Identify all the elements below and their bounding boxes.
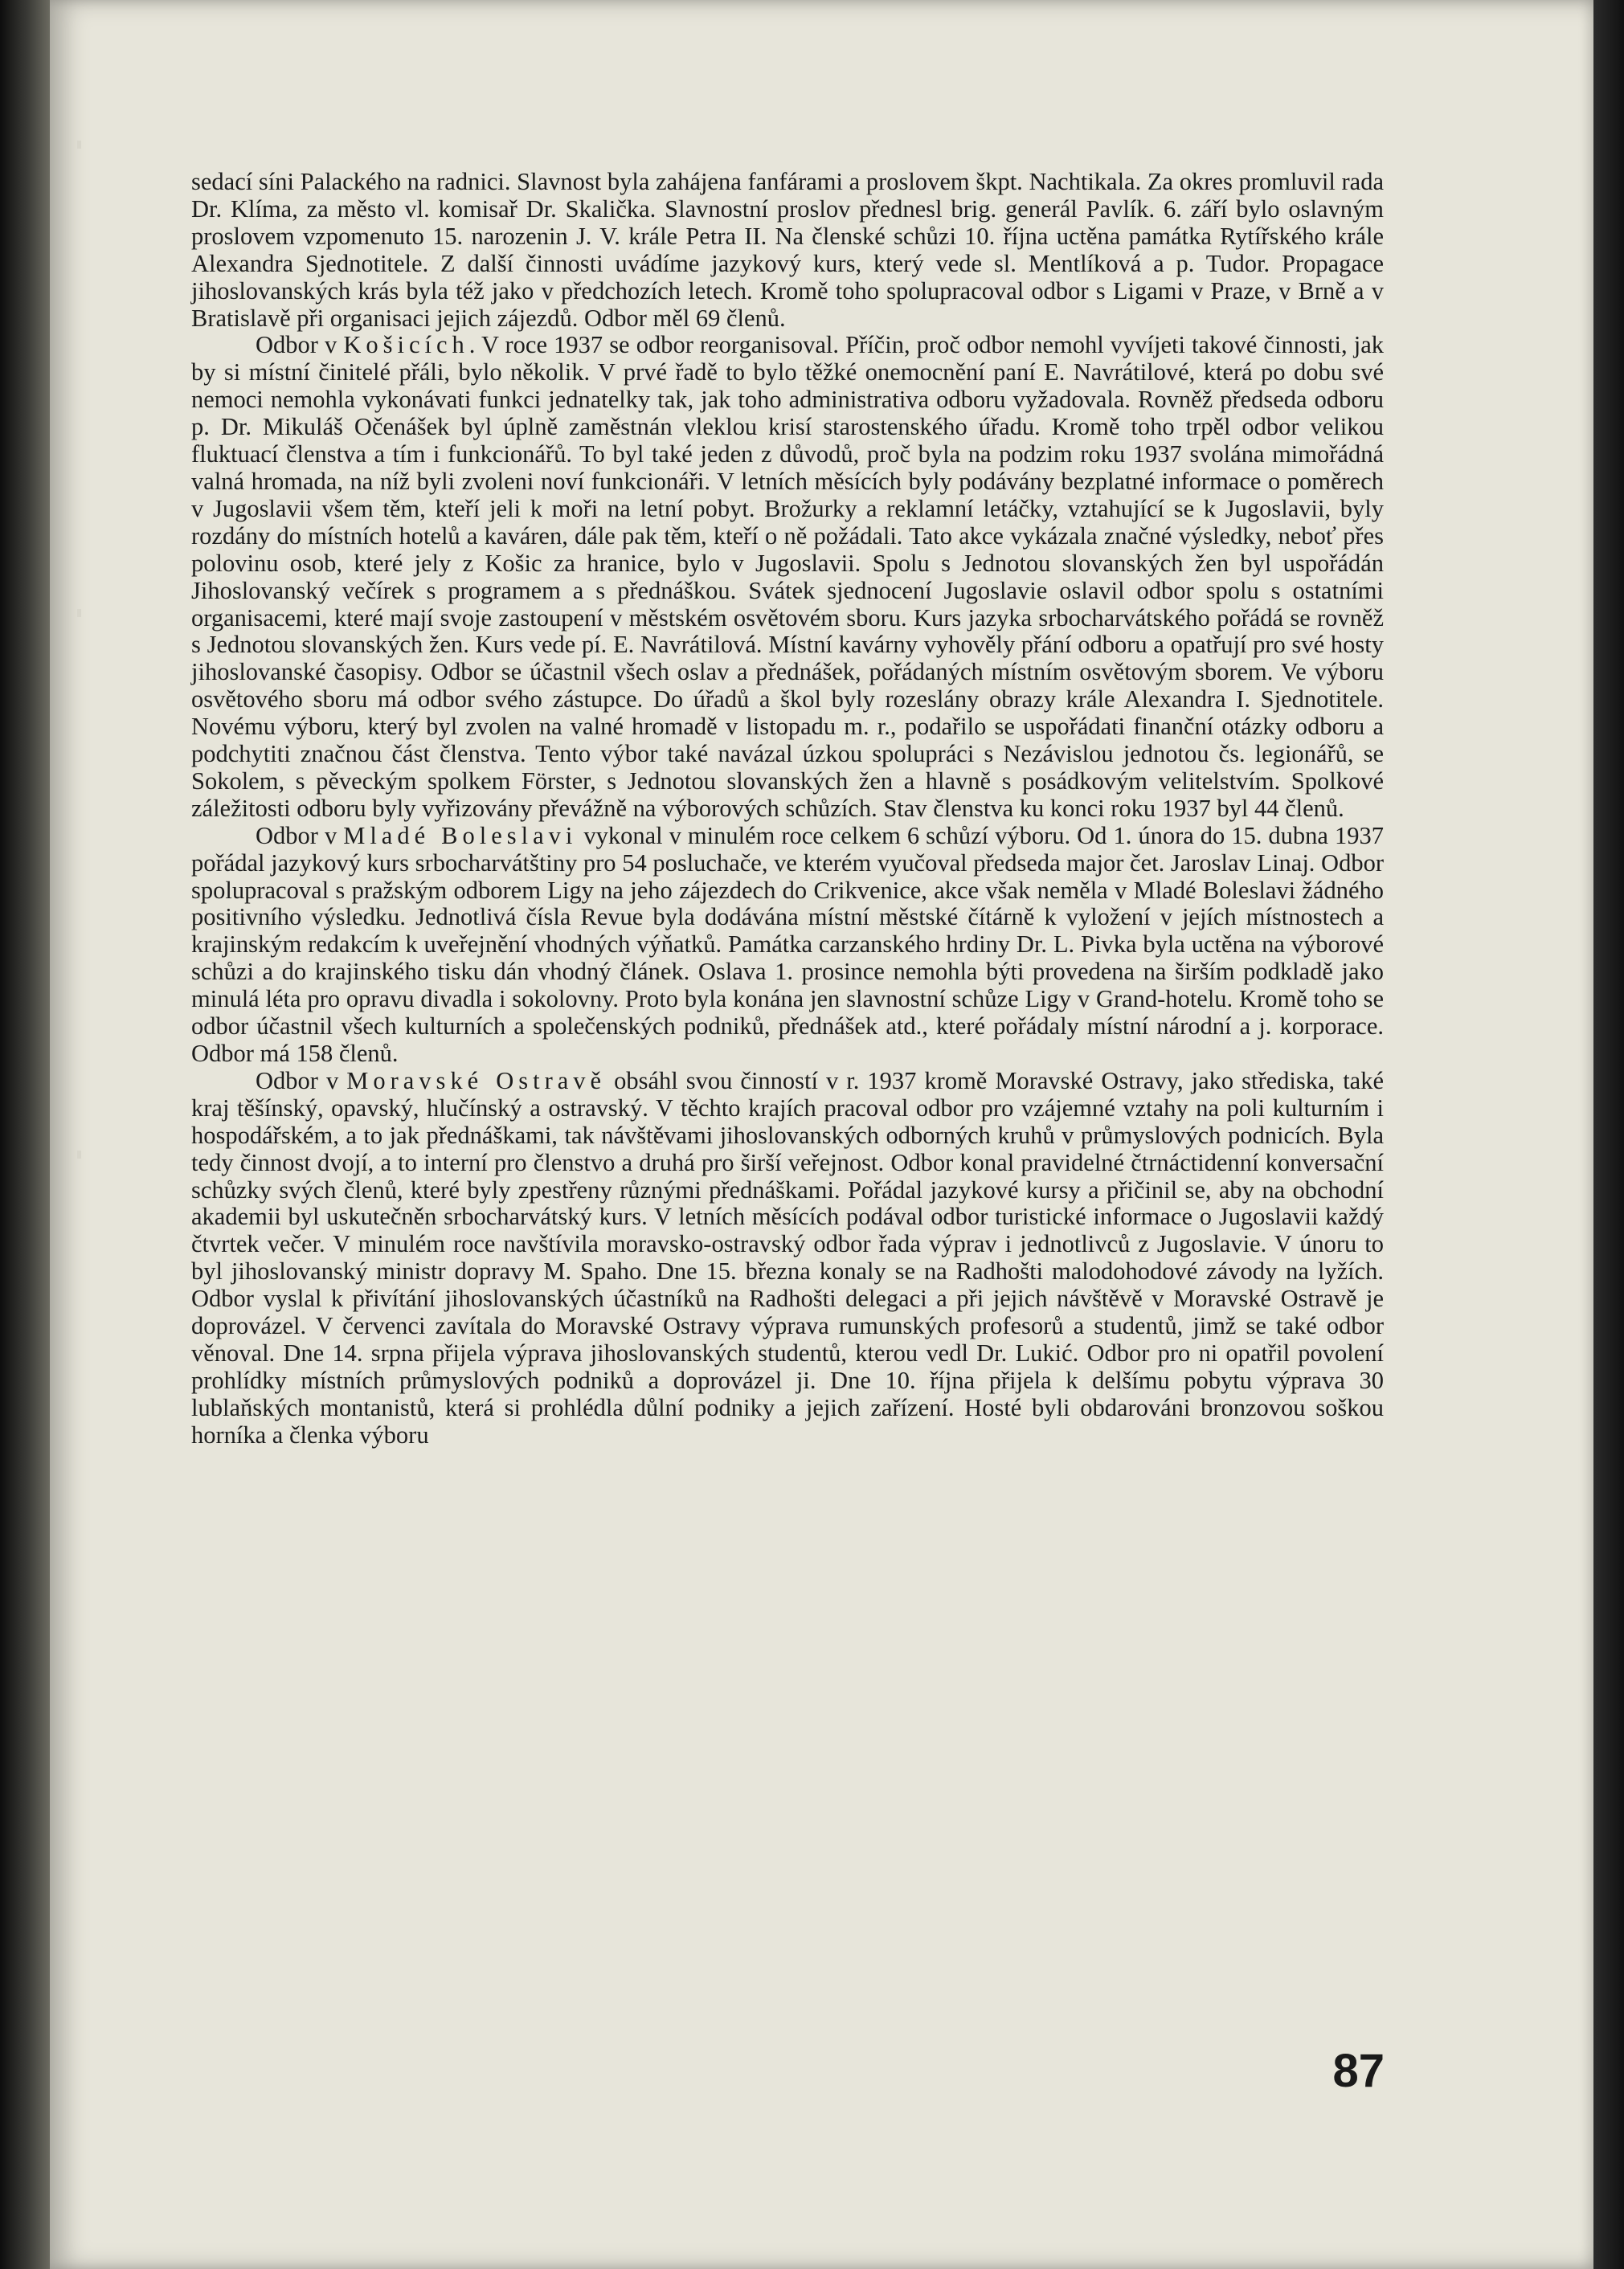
paragraph-kosice xyxy=(191,332,1384,822)
paragraph-mlada-boleslav xyxy=(191,823,1384,1068)
paragraph-lead: Odbor v xyxy=(256,821,344,849)
place-name: Košicích xyxy=(343,331,469,359)
paragraph-text: . V roce 1937 se odbor reorganisoval. Příčin, proč odbor nemohl vyvíjeti takové činnosti, jak by si místní činitelé přáli, bylo několik. V prvé řadě to bylo těžké onemocnění paní E. Navrátilové, která po dobu své nemoci nemohla vykonávati funkci jednatelky tak, jak toho administrativa odboru vyžadovala. Rovněž předseda odboru p. Dr. Mikuláš Očenášek byl úplně zaměstnán vleklou krisí starostenského úřadu. Kromě toho trpěl odbor velikou fluktuací členstva a tím i funkcionářů. To byl také jeden z důvodů, proč byla na podzim roku 1937 svolána mimořádná valná hromada, na níž byli zvoleni noví funkcionáři. V letních měsících byly podávány bezplatné informace o poměrech v Jugoslavii všem těm, kteří jeli k moři na letní pobyt. Brožurky a reklamní letáčky, vztahující se k Jugoslavii, byly rozdány do místních hotelů a kaváren, dále pak těm, kteří o ně požádali. Tato akce vykázala značné výsledky, neboť přes polovinu osob, které jely z Košic za hranice, bylo v Jugoslavii. Spolu s Jednotou slovanských žen byl uspořádán Jihoslovanský večírek s programem a s přednáškou. Svátek sjednocení Jugoslavie oslavil odbor spolu s ostatními organisacemi, které mají svoje zastoupení v městském osvětovém sboru. Kurs jazyka srbocharvátského pořádá se rovněž s Jednotou slovanských žen. Kurs vede pí. E. Navrátilová. Místní kavárny vyhověly přání odboru a opatřují pro své hosty jihoslovanské časopisy. Odbor se účastnil všech oslav a přednášek, pořádaných místním osvětovým sborem. Ve výboru osvětového sboru má odbor svého zástupce. Do úřadů a škol byly rozeslány obrazy krále Alexandra I. Sjednotitele. Novému výboru, který byl zvolen na valné hromadě v listopadu m. r., podařilo se uspořádati finanční otázky odboru a podchytiti značnou část členstva. Tento výbor také navázal úzkou spolupráci s Nezávislou jednotou čs. legionářů, se Sokolem, s pěveckým spolkem Förster, s Jednotou slovanských žen a hlavně s posádkovým velitelstvím. Spolkové záležitosti odboru byly vyřizovány převážně na výborových schůzích. Stav členstva ku konci roku 1937 byl 44 členů. xyxy=(191,331,1384,822)
place-name: Mladé Boleslavi xyxy=(343,821,578,849)
book-binding xyxy=(0,0,50,2269)
place-name: Moravské Ostravě xyxy=(346,1066,607,1094)
paragraph-text: obsáhl svou činností v r. 1937 kromě Moravské Ostravy, jako střediska, také kraj těšínský, opavský, hlučínský a ostravský. V těchto krajích pracoval odbor pro vzájemné vztahy na poli kulturním i hospodářském, a to jak přednáškami, tak návštěvami jihoslovanských odborných kruhů v průmyslových podnicích. Byla tedy činnost dvojí, a to interní pro členstvo a druhá pro širší veřejnost. Odbor konal pravidelné čtrnáctidenní konversační schůzky svých členů, které byly zpestřeny různými přednáškami. Pořádal jazykové kursy a přičinil se, aby na obchodní akademii byl uskutečněn srbocharvátský kurs. V letních měsících podával odbor turistické informace o Jugoslavii každý čtvrtek večer. V minulém roce navštívila moravsko-ostravský odbor řada výprav i jednotlivců z Jugoslavie. V únoru to byl jihoslovanský ministr dopravy M. Spaho. Dne 15. března konaly se na Radhošti malodohodové závody na lyžích. Odbor vyslal k přivítání jihoslovanských účastníků na Radhošti delegaci a při jejich návštěvě v Moravské Ostravě je doprovázel. V červenci zavítala do Moravské Ostravy výprava rumunských profesorů a studentů, jimž se také odbor věnoval. Dne 14. srpna přijela výprava jihoslovanských studentů, kterou vedl Dr. Lukić. Odbor pro ni opatřil povolení prohlídky místních průmyslových podniků a doprovázel ji. Dne 10. října přijela k delšímu pobytu výprava 30 lublaňských montanistů, která si prohlédla důlní podniky a jejich zařízení. Hosté byli obdarováni bronzovou soškou horníka a členka výboru xyxy=(191,1066,1384,1449)
paragraph-text: sedací síni Palackého na radnici. Slavnost byla zahájena fanfárami a proslovem škpt. Nachtikala. Za okres promluvil rada Dr. Klíma, za město vl. komisař Dr. Skalička. Slavnostní proslov přednesl brig. generál Pavlík. 6. září bylo oslavným proslovem vzpomenuto 15. narozenin J. V. krále Petra II. Na členské schůzi 10. října uctěna památka Rytířského krále Alexandra Sjednotitele. Z další činnosti uvádíme jazykový kurs, který vede sl. Mentlíková a p. Tudor. Propagace jihoslovanských krás byla též jako v předchozích letech. Kromě toho spolupracoval odbor s Ligami v Praze, v Brně a v Bratislavě při organisaci jejich zájezdů. Odbor měl 69 členů. xyxy=(191,168,1384,332)
binding-mark xyxy=(77,1151,81,1159)
paragraph-lead: Odbor v xyxy=(256,1066,347,1094)
page-number: 87 xyxy=(1332,2045,1385,2097)
scan-edge xyxy=(1593,0,1624,2269)
binding-mark xyxy=(77,609,81,617)
paragraph-moravska-ostrava xyxy=(191,1068,1384,1449)
binding-mark xyxy=(77,141,81,149)
paragraph-text: vykonal v minulém roce celkem 6 schůzí výboru. Od 1. února do 15. dubna 1937 pořádal jazykový kurs srbocharvátštiny pro 54 posluchače, ve kterém vyučoval předseda major čet. Jaroslav Linaj. Odbor spolupracoval s pražským odborem Ligy na jeho zájezdech do Crikvenice, akce však neměla v Mladé Boleslavi žádného positivního výsledku. Jednotlivá čísla Revue byla dodávána místní městské čítárně k vyložení v jejích místnostech a krajinským redakcím k uveřejnění vhodných výňatků. Památka carzanského hrdiny Dr. L. Pivka byla uctěna na výborové schůzi a do krajinského tisku dán vhodný článek. Oslava 1. prosince nemohla býti provedena na širším podkladě jako minulá léta pro opravu divadla i sokolovny. Proto byla konána jen slavnostní schůze Ligy v Grand-hotelu. Kromě toho se odbor účastnil všech kulturních a společenských podniků, přednášek atd., které pořádaly místní národní a j. korporace. Odbor má 158 členů. xyxy=(191,821,1384,1067)
paragraph-lead: Odbor v xyxy=(256,331,344,359)
body-text xyxy=(191,169,1384,1449)
paragraph-continuation xyxy=(191,169,1384,332)
